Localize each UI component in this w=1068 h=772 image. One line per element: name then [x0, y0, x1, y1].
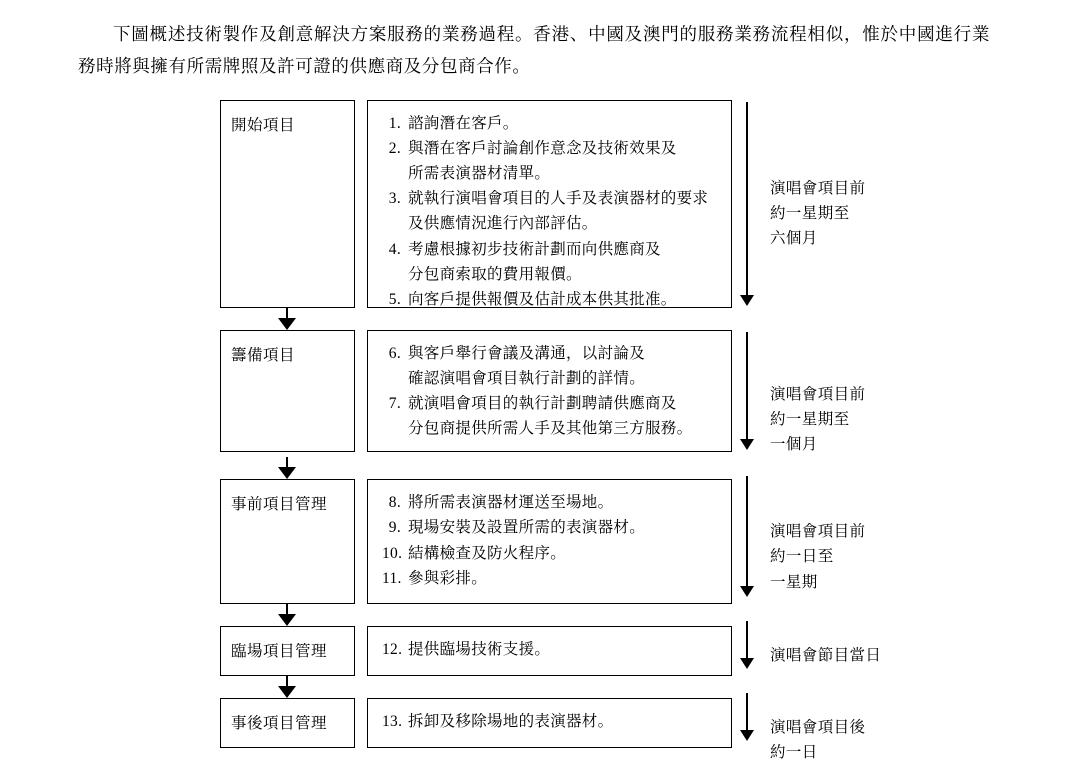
step-item [382, 391, 719, 441]
step-text [408, 637, 719, 662]
intro-text: 下圖概述技術製作及創意解決方案服務的業務過程。香港、中國及澳門的服務業務流程相似，惟於中國進行業務時將與擁有所需牌照及許可證的供應商及分包商合作。 [78, 24, 990, 77]
step-text-line1: 考慮根據初步技術計劃而向供應商及 [408, 240, 661, 258]
down-arrow-icon [740, 730, 754, 741]
step-text-line1: 結構檢查及防火程序。 [408, 544, 567, 562]
duration-arrow [740, 621, 754, 671]
step-item [382, 136, 719, 186]
steps-list [382, 341, 719, 441]
timing-line: 一個月 [770, 436, 818, 454]
flow-connector-arrow [220, 457, 355, 479]
step-text [408, 136, 719, 186]
steps-box [367, 330, 732, 452]
step-number: 4. [388, 240, 401, 258]
flow-row [0, 100, 1068, 308]
duration-arrow [740, 693, 754, 743]
flow-connector-arrow [220, 308, 355, 330]
step-text-line2: 分包商索取的費用報價。 [408, 265, 582, 283]
duration-arrow-line [746, 621, 748, 660]
steps-box [367, 626, 732, 676]
steps-list [382, 709, 719, 734]
step-number: 6. [388, 345, 401, 362]
flow-connector-arrow [220, 604, 355, 626]
duration-arrow-line [746, 693, 748, 732]
step-text-line2: 分包商提供所需人手及其他第三方服務。 [408, 420, 693, 438]
step-item [382, 566, 719, 591]
steps-list [382, 490, 719, 590]
step-text [408, 541, 719, 566]
step-item [382, 186, 719, 236]
step-text-line1: 諮詢潛在客戶。 [408, 115, 519, 132]
step-text-line1: 與潛在客戶討論創作意念及技術效果及 [408, 140, 677, 158]
step-number: 11. [382, 569, 402, 587]
timing-line: 演唱會項目前 [770, 180, 866, 197]
flow-row [0, 479, 1068, 604]
steps-box [367, 100, 732, 308]
step-number: 10. [382, 544, 403, 562]
down-arrow-icon [740, 586, 754, 597]
stage-box [220, 626, 355, 676]
timing-note [770, 626, 960, 676]
step-text-line2: 及供應情況進行內部評估。 [408, 215, 598, 233]
down-arrow-icon [278, 614, 296, 626]
flow-row [0, 626, 1068, 676]
step-text-line1: 現場安裝及設置所需的表演器材。 [408, 519, 646, 537]
timing-note [770, 100, 960, 308]
timing-note [770, 698, 960, 765]
step-number: 1. [388, 115, 401, 132]
down-arrow-icon [740, 439, 754, 450]
stage-box [220, 698, 355, 748]
down-arrow-icon [278, 318, 296, 330]
timing-line: 約一星期至 [770, 205, 850, 223]
timing-line: 演唱會節目當日 [770, 647, 882, 665]
duration-arrow [740, 476, 754, 599]
stage-label: 臨場項目管理 [231, 643, 328, 661]
stage-box [220, 100, 355, 308]
timing-line: 六個月 [770, 230, 818, 248]
step-text-line1: 將所需表演器材運送至場地。 [408, 494, 614, 512]
step-text-line1: 向客戶提供報價及估計成本供其批准。 [408, 290, 677, 308]
step-text-line1: 拆卸及移除場地的表演器材。 [408, 713, 614, 731]
step-number: 8. [388, 494, 401, 512]
duration-arrow [740, 102, 754, 308]
step-number: 5. [388, 290, 401, 308]
flow-connector-arrow [220, 676, 355, 698]
step-item [382, 111, 719, 136]
step-item [382, 515, 719, 540]
stage-label: 事後項目管理 [231, 715, 328, 733]
step-text-line2: 所需表演器材清單。 [408, 165, 551, 183]
step-text-line1: 就演唱會項目的執行計劃聘請供應商及 [408, 395, 677, 413]
step-text-line1: 提供臨場技術支援。 [408, 641, 551, 659]
step-number: 12. [382, 641, 403, 659]
steps-box [367, 698, 732, 748]
step-number: 13. [382, 713, 403, 731]
step-item [382, 541, 719, 566]
step-text-line1: 就執行演唱會項目的人手及表演器材的要求 [408, 190, 709, 208]
down-arrow-icon [278, 686, 296, 698]
step-item [382, 341, 719, 391]
step-number: 2. [388, 140, 401, 158]
timing-line: 一星期 [770, 573, 818, 591]
step-text [408, 341, 719, 391]
timing-line: 約一星期至 [770, 411, 850, 429]
intro-paragraph [78, 18, 990, 83]
step-text [408, 237, 719, 287]
step-text-line1: 參與彩排。 [408, 569, 488, 587]
down-arrow-icon [740, 658, 754, 669]
step-item [382, 490, 719, 515]
step-number: 9. [388, 519, 401, 537]
duration-arrow-line [746, 102, 748, 297]
flow-row [0, 330, 1068, 457]
stage-box [220, 479, 355, 604]
flow-row [0, 698, 1068, 765]
timing-line: 約一日至 [770, 548, 834, 566]
step-item [382, 237, 719, 287]
stage-label: 事前項目管理 [231, 496, 328, 514]
duration-arrow-line [746, 476, 748, 588]
stage-box [220, 330, 355, 452]
step-text-line2: 確認演唱會項目執行計劃的詳情。 [408, 370, 646, 388]
step-text [408, 391, 719, 441]
step-text [408, 186, 719, 236]
down-arrow-icon [278, 467, 296, 479]
step-text [408, 566, 719, 591]
timing-line: 演唱會項目前 [770, 386, 866, 403]
step-text [408, 515, 719, 540]
step-item [382, 637, 719, 662]
step-number: 7. [388, 395, 401, 413]
steps-box [367, 479, 732, 604]
step-text [408, 490, 719, 515]
steps-list [382, 111, 719, 312]
timing-note [770, 330, 960, 457]
step-item [382, 709, 719, 734]
process-flow-diagram [0, 100, 1068, 766]
duration-arrow-line [746, 332, 748, 441]
stage-label: 籌備項目 [231, 347, 296, 364]
timing-note [770, 479, 960, 604]
timing-line: 約一日 [770, 744, 818, 762]
step-text [408, 287, 719, 312]
steps-list [382, 637, 719, 662]
stage-label: 開始項目 [231, 117, 296, 134]
duration-arrow [740, 332, 754, 452]
step-text [408, 111, 719, 136]
timing-line: 演唱會項目前 [770, 523, 866, 541]
down-arrow-icon [740, 295, 754, 306]
step-text-line1: 與客戶舉行會議及溝通，以討論及 [408, 345, 646, 362]
timing-line: 演唱會項目後 [770, 719, 866, 737]
step-text [408, 709, 719, 734]
step-number: 3. [388, 190, 401, 208]
step-item [382, 287, 719, 312]
